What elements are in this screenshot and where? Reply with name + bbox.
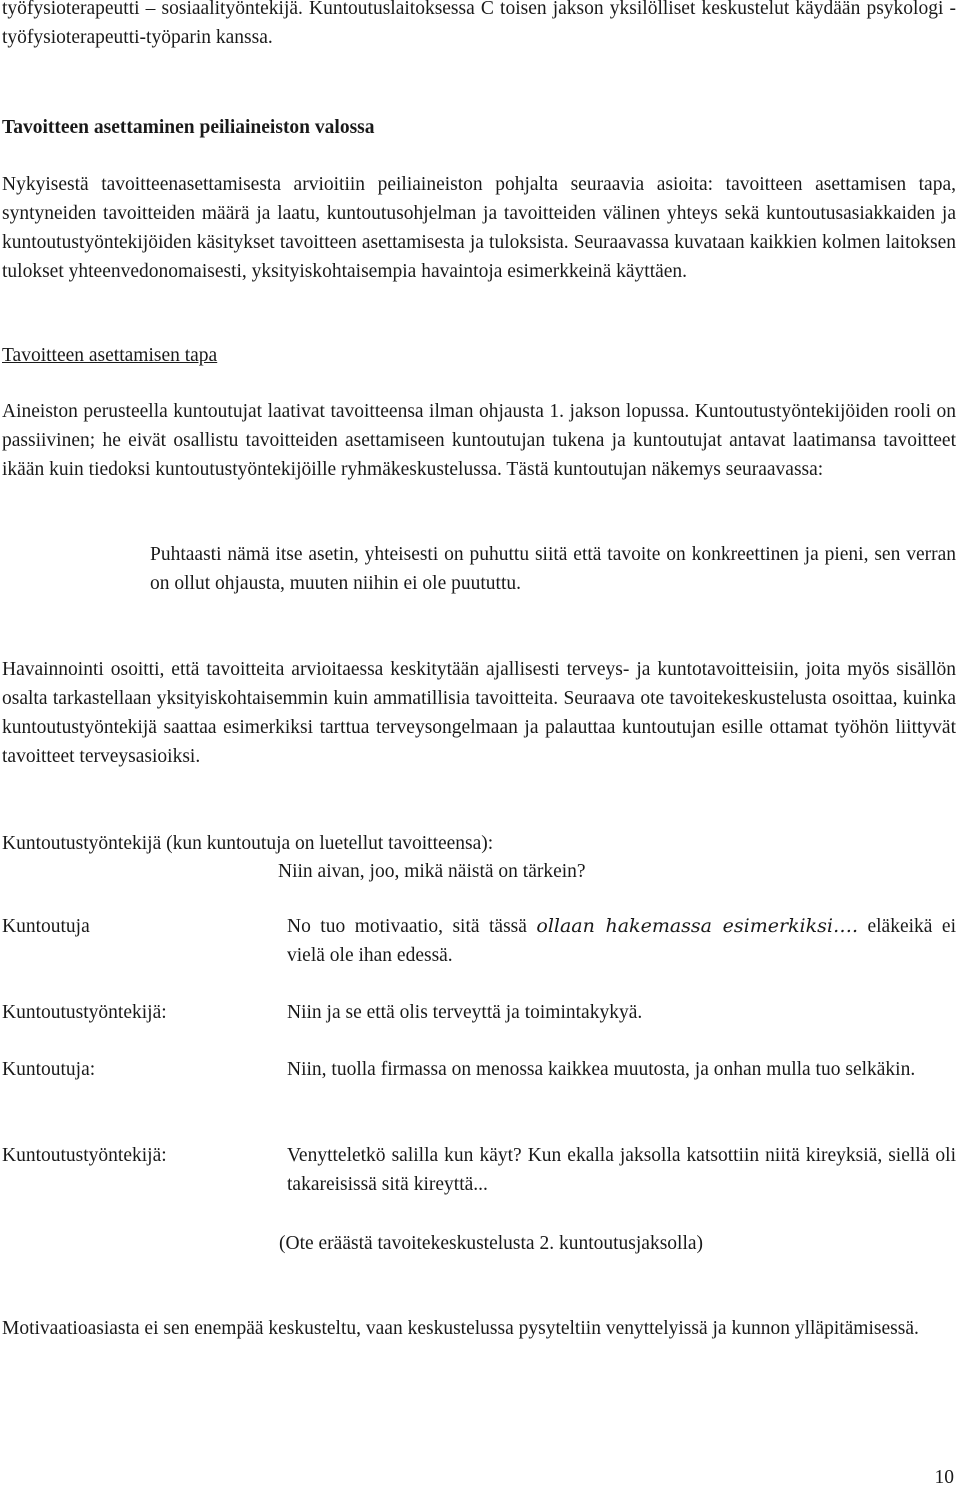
dialogue-intro: Kuntoutustyöntekijä (kun kuntoutuja on luetellut tavoitteensa):: [2, 833, 494, 854]
dialogue-speaker: Kuntoutuja: [2, 916, 90, 937]
excerpt-caption: (Ote eräästä tavoitekeskustelusta 2. kuntoutusjaksolla): [279, 1233, 704, 1254]
dialogue-text-italic: ollaan hakemassa esimerkiksi….: [536, 915, 859, 937]
dialogue-text-end: eläkeikä ei vielä ole ihan edessä.: [287, 916, 956, 966]
dialogue-text-start: No tuo motivaatio, sitä tässä: [287, 916, 537, 937]
paragraph-goal-setting-method: Aineiston perusteella kuntoutujat laativat tavoitteensa ilman ohjausta 1. jakson lopussa. Kuntoutustyöntekijöiden rooli on passiivinen; he eivät osallistu tavoitteiden asettamiseen kuntoutujan tukena ja kuntoutujat antavat laatimansa tavoitteet ikään kuin tiedoksi kuntoutustyöntekijöille ryhmäkeskustelussa. Tästä kuntoutujan näkemys seuraavassa:: [2, 401, 956, 480]
dialogue-line: Niin ja se että olis terveyttä ja toimintakykyä.: [287, 1002, 643, 1023]
paragraph-goal-evaluation: Nykyisestä tavoitteenasettamisesta arvioitiin peiliaineiston pohjalta seuraavia asioita: tavoitteen asettamisen tapa, syntyneiden tavoitteiden määrä ja laatu, kuntoutusohjelman ja tavoitteiden välinen yhteys sekä kuntoutusasiakkaiden ja kuntoutustyöntekijöiden käsitykset tavoitteen asettamisesta ja tuloksista. Seuraavassa kuvataan kaikkien kolmen laitoksen tulokset yhteenvedonomaisesti, yksityiskohtaisempia havaintoja esimerkkeinä käyttäen.: [2, 174, 956, 282]
dialogue-line: Niin, tuolla firmassa on menossa kaikkea muutosta, ja onhan mulla tuo selkäkin.: [287, 1059, 916, 1080]
paragraph-observation: Havainnointi osoitti, että tavoitteita arvioitaessa keskitytään ajallisesti terveys- ja kuntotavoitteisiin, joita myös sisällön osalta tarkastellaan yksityiskohtaisemmin kuin ammatillisia tavoitteita. Seuraava ote tavoitekeskustelusta osoittaa, kuinka kuntoutustyöntekijä saattaa esimerkiksi tarttua terveysongelmaan ja palauttaa kuntoutujan esille ottamat työhön liittyvät tavoitteet terveysasioiksi.: [2, 659, 956, 767]
dialogue-intro-quote: Niin aivan, joo, mikä näistä on tärkein?: [278, 861, 586, 882]
dialogue-speaker: Kuntoutuja:: [2, 1059, 96, 1080]
block-quote: Puhtaasti nämä itse asetin, yhteisesti on puhuttu siitä että tavoite on konkreettinen ja pieni, sen verran on ollut ohjausta, muuten niihin ei ole puututtu.: [150, 544, 956, 594]
paragraph-motivation: Motivaatioasiasta ei sen enempää keskusteltu, vaan keskustelussa pysyteltiin venyttelyissä ja kunnon ylläpitämisessä.: [2, 1318, 919, 1339]
dialogue-speaker: Kuntoutustyöntekijä:: [2, 1002, 167, 1023]
dialogue-line: Venytteletkö salilla kun käyt? Kun ekalla jaksolla katsottiin niitä kireyksiä, siellä oli takareisissä sitä kireyttä...: [287, 1145, 956, 1195]
continued-paragraph: työfysioterapeutti – sosiaalityöntekijä. Kuntoutuslaitoksessa C toisen jakson yksilölliset keskustelut käydään psykologi - työfysioterapeutti-työparin kanssa.: [2, 0, 956, 48]
subheading-goal-setting-method: Tavoitteen asettamisen tapa: [2, 345, 218, 366]
page-number: 10: [934, 1467, 954, 1488]
section-heading: Tavoitteen asettaminen peiliaineiston valossa: [2, 117, 375, 138]
dialogue-speaker: Kuntoutustyöntekijä:: [2, 1145, 167, 1166]
dialogue-line: [287, 912, 956, 970]
